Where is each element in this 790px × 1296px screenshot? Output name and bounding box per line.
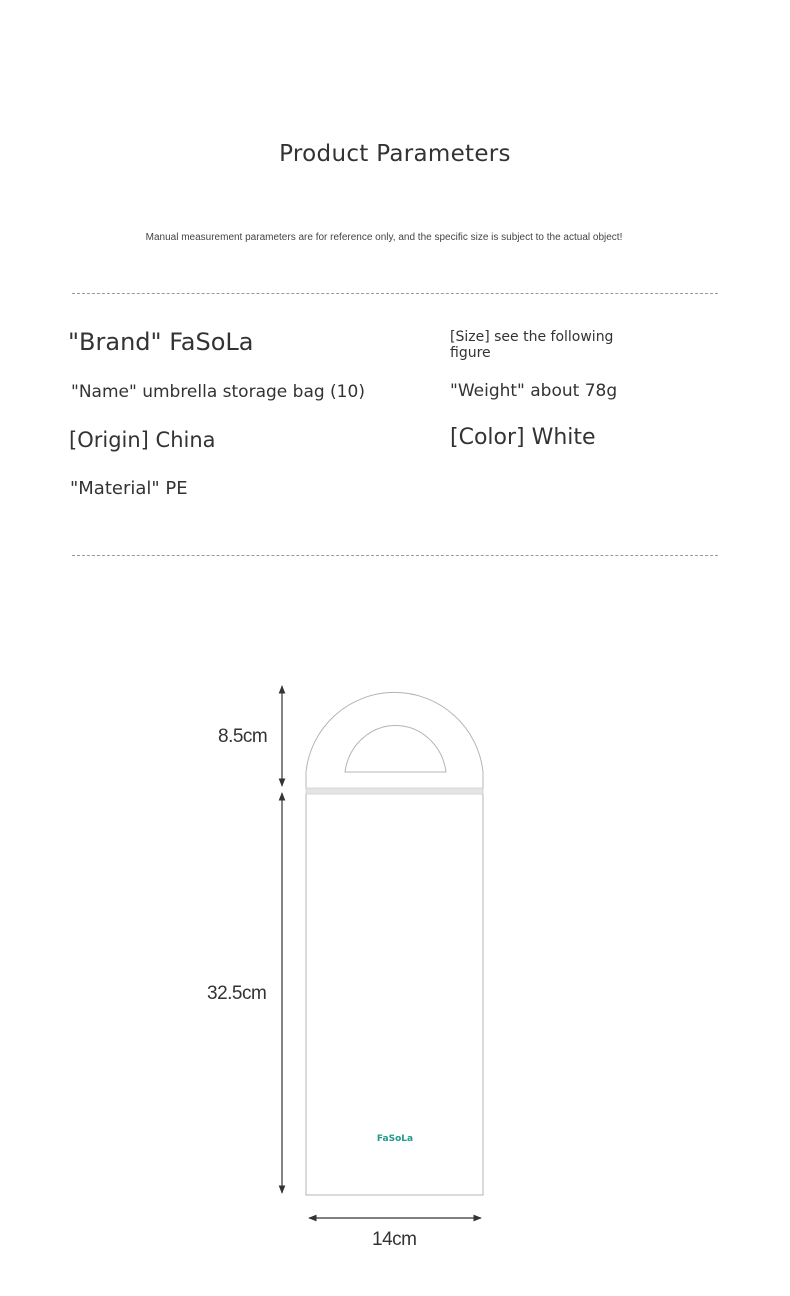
param-size: [Size] see the following figure [450,329,614,361]
seal-strip [306,788,483,794]
body-height-label: 32.5cm [207,983,267,1004]
param-brand: "Brand" FaSoLa [68,328,254,356]
param-origin: [Origin] China [69,428,216,452]
param-weight: "Weight" about 78g [450,381,618,401]
param-color: [Color] White [450,425,596,450]
measurement-note: Manual measurement parameters are for reference only, and the specific size is subject to the actual object! [145,232,623,243]
handle-hole [345,726,446,772]
bag-logo: FaSoLa [376,1134,414,1144]
page-title: Product Parameters [279,141,511,167]
bag-handle-outline [306,692,483,790]
width-label: 14cm [372,1229,417,1250]
param-material: "Material" PE [70,478,188,499]
handle-height-label: 8.5cm [218,726,268,747]
param-name: "Name" umbrella storage bag (10) [71,382,365,402]
